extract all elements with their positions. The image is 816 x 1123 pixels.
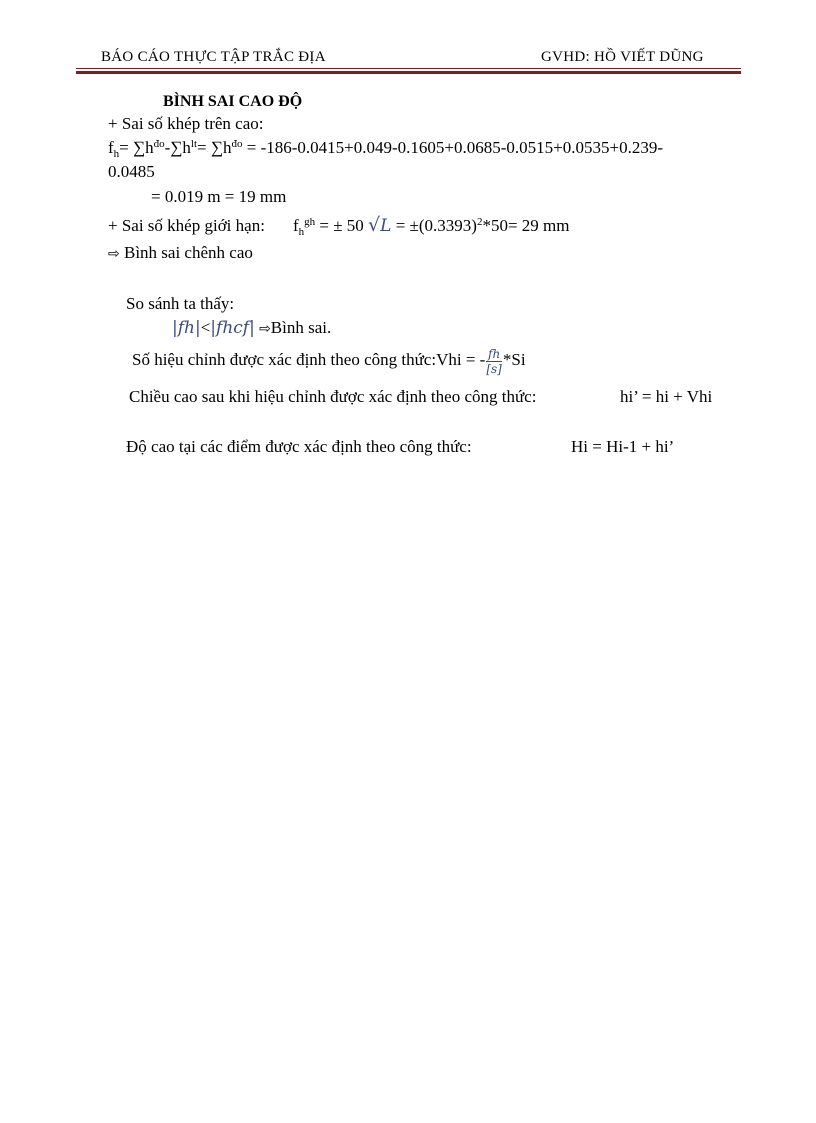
height-after-formula: hi’ = hi + Vhi — [620, 387, 713, 406]
fraction-denominator: [s] — [486, 361, 502, 376]
elevation-text: Độ cao tại các điểm được xác định theo công thức: — [126, 437, 472, 456]
closure-mid: -∑h — [164, 138, 191, 157]
closure-sup-do1: đo — [153, 138, 165, 150]
closure-label: + Sai số khép trên cao: — [108, 114, 264, 133]
compare-rhs: |fhcf| — [210, 318, 255, 338]
compare-line — [172, 318, 331, 338]
correction-tail: *Si — [502, 350, 526, 369]
correction-text: Số hiệu chỉnh được xác định theo công thức:Vhi = - — [132, 350, 486, 369]
closure-f: f — [108, 138, 114, 157]
height-after-text: Chiều cao sau khi hiệu chỉnh được xác định theo công thức: — [129, 387, 537, 406]
limit-power: 2 — [476, 216, 483, 228]
section-title: BÌNH SAI CAO ĐỘ — [163, 93, 303, 110]
closure-sup-do2: đo — [231, 138, 243, 150]
header-rule-thin — [76, 68, 741, 69]
closure-formula-line — [108, 138, 663, 160]
limit-f-sub: h — [298, 226, 305, 238]
limit-eq-c: *50= 29 mm — [482, 216, 570, 235]
closure-result: = 0.019 m = 19 mm — [151, 187, 287, 206]
adjust-label: Bình sai chênh cao — [119, 243, 253, 262]
closure-sup-lt: lt — [190, 138, 198, 150]
correction-fraction — [486, 348, 502, 375]
limit-label: + Sai số khép giới hạn: — [108, 216, 265, 235]
compare-conclusion: Bình sai. — [270, 318, 332, 337]
closure-expression-continued: 0.0485 — [108, 162, 155, 181]
adjust-line — [108, 243, 253, 263]
header-right-instructor: GVHD: HỒ VIẾT DŨNG — [541, 49, 704, 65]
closure-eq2: = ∑h — [197, 138, 232, 157]
arrow-right-icon: ⇨ — [259, 321, 271, 337]
limit-line — [108, 214, 569, 238]
closure-expression: = -186-0.0415+0.049-0.1605+0.0685-0.0515+0.0535+0.239- — [242, 138, 664, 157]
arrow-right-icon: ⇨ — [108, 246, 120, 262]
closure-eq1: = ∑h — [119, 138, 154, 157]
limit-f: f — [292, 216, 299, 235]
fraction-numerator: fh — [488, 346, 501, 361]
compare-lhs: |fh| — [172, 318, 201, 338]
sqrt-variable: L — [380, 216, 392, 236]
closure-f-sub: h — [113, 148, 120, 160]
elevation-formula: Hi = Hi-1 + hi’ — [571, 437, 675, 456]
correction-line — [132, 345, 526, 375]
limit-eq-b: = ±(0.3393) — [391, 216, 477, 235]
header-left-title: BÁO CÁO THỰC TẬP TRẮC ĐỊA — [101, 49, 326, 65]
limit-f-sup: gh — [304, 216, 316, 228]
header-rule-thick — [76, 71, 741, 74]
sqrt-symbol: √ — [368, 214, 381, 236]
compare-label: So sánh ta thấy: — [126, 294, 235, 313]
limit-eq-a: = ± 50 — [315, 216, 369, 235]
compare-op: < — [200, 318, 211, 337]
